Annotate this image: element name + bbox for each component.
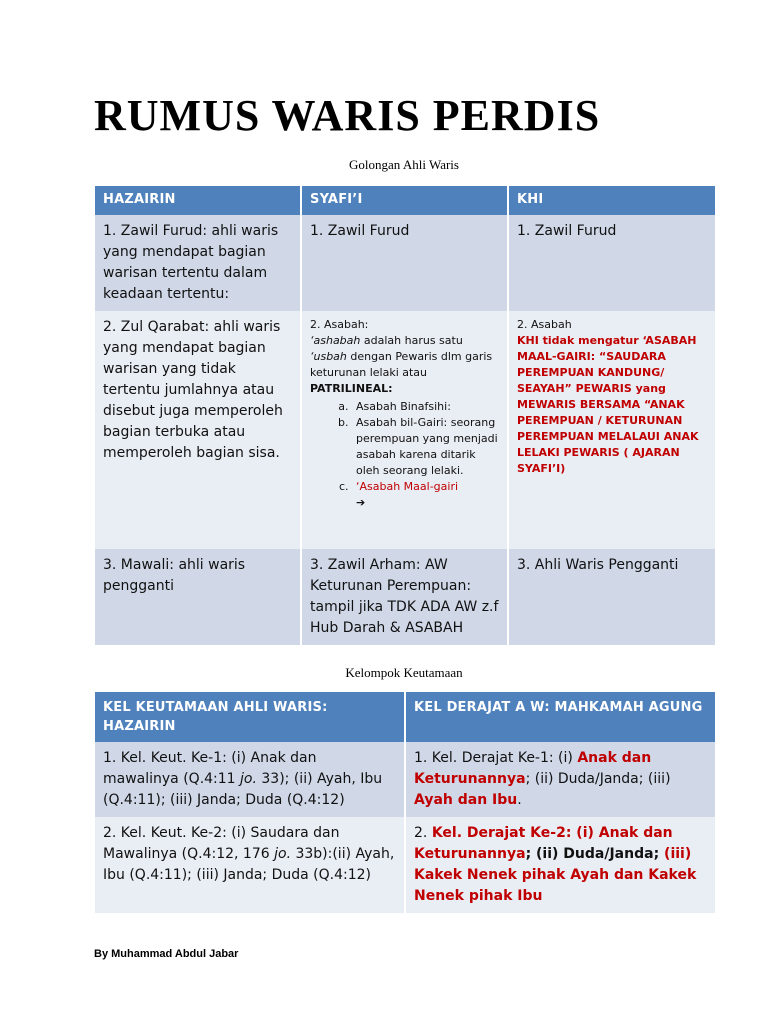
khi-asabah-note: KHI tidak mengatur ‘ASABAH MAAL-GAIRI: “SAUDARA PEREMPUAN KANDUNG/ SEAYAH” PEWARIS yang MEWARIS BERSAMA “ANAK PEREMPUAN / KETURUNAN PEREMPUAN MELALAUI ANAK LELAKI PEWARIS ( AJARAN SYAFI’I) bbox=[517, 334, 699, 475]
table2-caption: Kelompok Keutamaan bbox=[345, 665, 463, 680]
cell-hazairin-3: 3. Mawali: ahli waris pengganti bbox=[94, 549, 301, 645]
author-footer: By Muhammad Abdul Jabar bbox=[94, 948, 239, 960]
header-syafii: SYAFI’I bbox=[301, 186, 508, 215]
header-mahkamah-agung: KEL DERAJAT A W: MAHKAMAH AGUNG bbox=[405, 692, 716, 742]
table-row bbox=[94, 817, 716, 913]
table-row bbox=[94, 549, 716, 645]
cell-hazairin-kel-2: 2. Kel. Keut. Ke-2: (i) Saudara dan Mawalinya (Q.4:12, 176 jo. 33b):(ii) Ayah, Ibu (Q.4:11); (iii) Janda; Duda (Q.4:12) bbox=[94, 817, 405, 913]
cell-syafii-3: 3. Zawil Arham: AW Keturunan Perempuan: tampil jika TDK ADA AW z.f Hub Darah & ASABAH bbox=[301, 549, 508, 645]
cell-khi-1: 1. Zawil Furud bbox=[508, 215, 716, 311]
khi-asabah-heading: 2. Asabah bbox=[517, 318, 572, 331]
header-hazairin-keutamaan: KEL KEUTAMAAN AHLI WARIS: HAZAIRIN bbox=[94, 692, 405, 742]
list-item: a. Asabah Binafsihi: bbox=[352, 399, 499, 415]
cell-hazairin-1: 1. Zawil Furud: ahli waris yang mendapat bagian warisan tertentu dalam keadaan tertentu: bbox=[94, 215, 301, 311]
cell-khi-2 bbox=[508, 311, 716, 549]
asabah-list bbox=[310, 399, 499, 511]
page-title: RUMUS WARIS PERDIS bbox=[94, 91, 601, 140]
list-item: c. ‘Asabah Maal-gairi ➔ bbox=[352, 479, 499, 511]
cell-syafii-2 bbox=[301, 311, 508, 549]
list-item: b. Asabah bil-Gairi: seorang perempuan yang menjadi asabah karena ditarik oleh seorang lelaki. bbox=[352, 415, 499, 479]
cell-hazairin-2: 2. Zul Qarabat: ahli waris yang mendapat bagian warisan yang tidak tertentu jumlahnya atau disebut juga memperoleh bagian terbuka atau memperoleh bagian sisa. bbox=[94, 311, 301, 549]
header-khi: KHI bbox=[508, 186, 716, 215]
table1-caption: Golongan Ahli Waris bbox=[349, 157, 459, 172]
table-row bbox=[94, 215, 716, 311]
table-row bbox=[94, 742, 716, 817]
table-kelompok-keutamaan bbox=[93, 692, 717, 913]
cell-ma-kel-2: 2. Kel. Derajat Ke-2: (i) Anak dan Keturunannya; (ii) Duda/Janda; (iii) Kakek Nenek pihak Ayah dan Kakek Nenek pihak Ibu bbox=[405, 817, 716, 913]
cell-hazairin-kel-1: 1. Kel. Keut. Ke-1: (i) Anak dan mawalinya (Q.4:11 jo. 33); (ii) Ayah, Ibu (Q.4:11); (iii) Janda; Duda (Q.4:12) bbox=[94, 742, 405, 817]
cell-ma-kel-1: 1. Kel. Derajat Ke-1: (i) Anak dan Keturunannya; (ii) Duda/Janda; (iii) Ayah dan Ibu. bbox=[405, 742, 716, 817]
asabah-definition: ‘ashabah adalah harus satu ‘usbah dengan Pewaris dlm garis keturunan lelaki atau PATRILINEAL: bbox=[310, 334, 493, 395]
asabah-heading: 2. Asabah: bbox=[310, 318, 369, 331]
arrow-icon: ➔ bbox=[356, 496, 366, 509]
table-golongan-ahli-waris bbox=[93, 186, 717, 645]
cell-khi-3: 3. Ahli Waris Pengganti bbox=[508, 549, 716, 645]
header-hazairin: HAZAIRIN bbox=[94, 186, 301, 215]
table-row bbox=[94, 311, 716, 549]
cell-syafii-1: 1. Zawil Furud bbox=[301, 215, 508, 311]
